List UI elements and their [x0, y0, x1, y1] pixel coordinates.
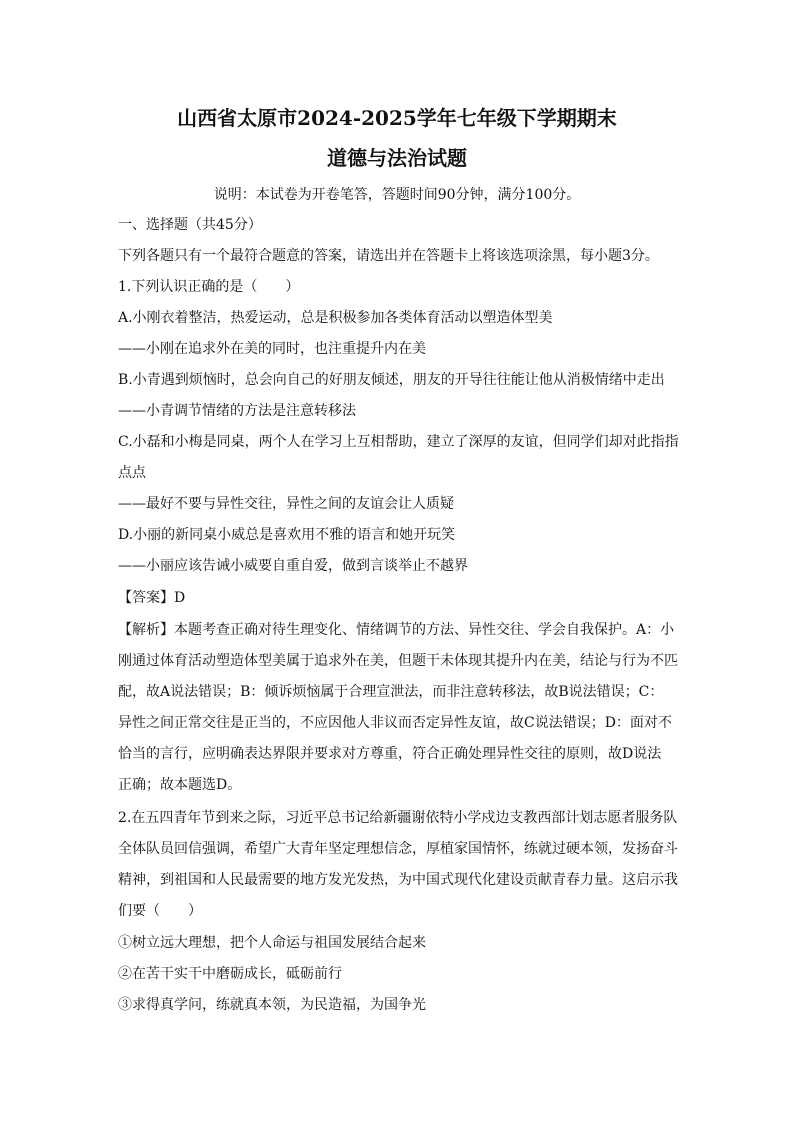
question-1-option-a: A.小刚衣着整洁，热爱运动，总是积极参加各类体育活动以塑造体型美: [118, 310, 553, 326]
question-1-analysis-line3: 配，故A说法错误；B：倾诉烦恼属于合理宣泄法，而非注意转移法，故B说法错误；C：: [118, 684, 664, 700]
question-1-answer: 【答案】D: [118, 590, 186, 606]
question-1-option-c-line2: 点点: [118, 465, 146, 481]
question-2-stem-line2: 全体队员回信强调，希望广大青年坚定理想信念，厚植家国情怀，练就过硬本领，发扬奋斗: [118, 841, 678, 857]
question-1-stem: 1.下列认识正确的是（ ）: [118, 279, 300, 295]
question-2-stem-line3: 精神，到祖国和人民最需要的地方发光发热，为中国式现代化建设贡献青春力量。这启示我: [118, 872, 678, 888]
section-heading: 一、选择题（共45分）: [118, 217, 262, 233]
question-2-option-3: ③求得真学问，练就真本领，为民造福，为国争光: [118, 997, 426, 1013]
question-1-analysis-line2: 刚通过体育活动塑造体型美属于追求外在美，但题干未体现其提升内在美，结论与行为不匹: [118, 653, 678, 669]
question-1-analysis-line6: 正确；故本题选D。: [118, 777, 242, 793]
question-2-stem-line4: 们要（ ）: [118, 903, 202, 919]
question-1-analysis-line4: 异性之间正常交往是正当的，不应因他人非议而否定异性友谊，故C说法错误；D：面对不: [118, 715, 672, 731]
question-1-analysis-line5: 恰当的言行，应明确表达界限并要求对方尊重，符合正确处理异性交往的原则，故D说法: [118, 746, 662, 762]
question-2-option-1: ①树立远大理想，把个人命运与祖国发展结合起来: [118, 935, 426, 951]
question-2-stem-line1: 2.在五四青年节到来之际，习近平总书记给新疆谢依特小学戍边支教西部计划志愿者服务队: [118, 810, 678, 826]
question-1-option-d: D.小丽的新同桌小威总是喜欢用不雅的语言和她开玩笑: [118, 527, 456, 543]
question-1-option-d-note: ——小丽应该告诫小威要自重自爱，做到言谈举止不越界: [118, 558, 468, 574]
question-2-option-2: ②在苦干实干中磨砺成长，砥砺前行: [118, 966, 342, 982]
question-1-option-a-note: ——小刚在追求外在美的同时，也注重提升内在美: [118, 341, 426, 357]
question-1-option-c-line1: C.小磊和小梅是同桌，两个人在学习上互相帮助，建立了深厚的友谊，但同学们却对此指指: [118, 434, 679, 450]
document-title: 山西省太原市2024-2025学年七年级下学期期末: [177, 106, 617, 130]
question-1-option-b-note: ——小青调节情绪的方法是注意转移法: [118, 403, 356, 419]
question-1-analysis-line1: 【解析】本题考查正确对待生理变化、情绪调节的方法、异性交往、学会自我保护。A：小: [118, 622, 675, 638]
section-instruction: 下列各题只有一个最符合题意的答案，请选出并在答题卡上将该选项涂黑，每小题3分。: [118, 248, 659, 264]
question-1-option-b: B.小青遇到烦恼时，总会向自己的好朋友倾述，朋友的开导往往能让他从消极情绪中走出: [118, 372, 665, 388]
question-1-option-c-note: ——最好不要与异性交往，异性之间的友谊会让人质疑: [118, 496, 454, 512]
document-subtitle: 道德与法治试题: [327, 146, 467, 170]
exam-note: 说明：本试卷为开卷笔答，答题时间90分钟，满分100分。: [213, 187, 581, 203]
